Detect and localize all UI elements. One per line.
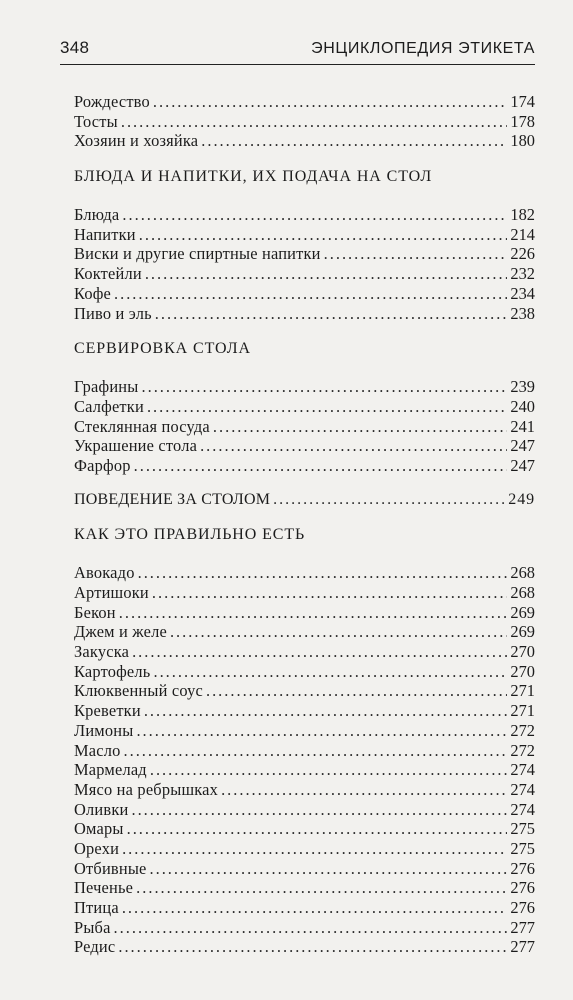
toc-entry-page: 182 bbox=[510, 205, 535, 225]
dot-leader bbox=[201, 131, 507, 151]
toc-entry-page: 239 bbox=[510, 377, 535, 397]
toc-entry bbox=[74, 603, 535, 623]
toc-entry bbox=[74, 701, 535, 721]
toc-entry-page: 247 bbox=[510, 436, 535, 456]
toc-entry-page: 272 bbox=[510, 720, 535, 740]
toc-entry bbox=[74, 760, 535, 780]
toc-entry bbox=[74, 800, 535, 820]
toc-entry-label: Оливки bbox=[74, 799, 129, 819]
section-heading: КАК ЭТО ПРАВИЛЬНО ЕСТЬ bbox=[74, 526, 306, 544]
toc-entry bbox=[74, 225, 535, 245]
dot-leader bbox=[153, 92, 508, 112]
dot-leader bbox=[118, 937, 507, 957]
toc-entry-page: 226 bbox=[510, 244, 535, 264]
toc-entry-label: Птица bbox=[74, 898, 119, 917]
dot-leader bbox=[124, 741, 508, 761]
toc-entry-label: Креветки bbox=[74, 701, 141, 721]
toc-entry bbox=[74, 839, 535, 859]
toc-entry bbox=[74, 264, 535, 284]
toc-entry bbox=[74, 878, 535, 898]
toc-entry bbox=[74, 780, 535, 800]
toc-entry bbox=[74, 456, 535, 476]
toc-entry-page: 272 bbox=[510, 740, 535, 760]
toc-entry-page: 276 bbox=[510, 858, 535, 878]
toc-entry bbox=[74, 205, 535, 225]
dot-leader bbox=[153, 662, 507, 682]
toc-entry-page: 274 bbox=[510, 779, 535, 799]
toc-entry bbox=[74, 819, 535, 839]
toc-entry-page: 234 bbox=[510, 283, 535, 303]
dot-leader bbox=[114, 918, 508, 938]
toc-entry-page: 269 bbox=[510, 622, 535, 642]
toc-entry bbox=[74, 918, 535, 938]
toc-entry-page: 276 bbox=[510, 878, 535, 898]
section-heading: ПОВЕДЕНИЕ ЗА СТОЛОМ bbox=[74, 490, 271, 508]
dot-leader bbox=[114, 284, 507, 304]
toc-entry-page: 275 bbox=[510, 819, 535, 839]
running-title: ЭНЦИКЛОПЕДИЯ ЭТИКЕТА bbox=[311, 40, 535, 57]
toc-entry-label: Коктейли bbox=[74, 264, 142, 284]
toc-entry bbox=[74, 417, 535, 437]
dot-leader bbox=[139, 225, 508, 245]
toc-entry bbox=[74, 583, 535, 603]
dot-leader bbox=[119, 603, 508, 623]
dot-leader bbox=[273, 490, 505, 510]
dot-leader bbox=[136, 721, 507, 741]
toc-entry-page: 271 bbox=[510, 681, 535, 701]
toc-entry-label: Бекон bbox=[74, 602, 116, 622]
toc-entry bbox=[74, 131, 535, 151]
toc-entry bbox=[74, 563, 535, 583]
toc-entry-page: 270 bbox=[510, 642, 535, 662]
toc-entry-page: 268 bbox=[510, 583, 535, 602]
toc-entry-label: Отбивные bbox=[74, 858, 147, 878]
dot-leader bbox=[132, 642, 507, 662]
dot-leader bbox=[152, 583, 508, 603]
toc-entry-label: Напитки bbox=[74, 224, 136, 244]
toc-entry bbox=[74, 642, 535, 662]
toc-entry-label: Печенье bbox=[74, 878, 134, 898]
toc-entry-label: Мясо на ребрышках bbox=[74, 779, 219, 799]
dot-leader bbox=[122, 839, 507, 859]
toc-entry-page: 275 bbox=[510, 838, 535, 858]
toc-entry bbox=[74, 112, 535, 132]
toc-entry-label: Джем и желе bbox=[74, 622, 167, 642]
toc-entry bbox=[74, 662, 535, 682]
toc-entry-page: 268 bbox=[510, 563, 535, 583]
toc-entry bbox=[74, 622, 535, 642]
dot-leader bbox=[170, 622, 507, 642]
toc-entry bbox=[74, 436, 535, 456]
dot-leader bbox=[131, 800, 507, 820]
toc-entry-label: Омары bbox=[74, 819, 124, 839]
toc-entry-label: Салфетки bbox=[74, 396, 144, 416]
toc-entry-label: Масло bbox=[74, 740, 121, 760]
dot-leader bbox=[136, 878, 507, 898]
toc-entry-page: 180 bbox=[510, 131, 535, 151]
dot-leader bbox=[138, 563, 508, 583]
toc-entry-page: 270 bbox=[510, 661, 535, 681]
page-number: 348 bbox=[60, 38, 90, 57]
toc-entry bbox=[74, 92, 535, 112]
toc-entry-page: 271 bbox=[510, 701, 535, 721]
toc-entry bbox=[74, 397, 535, 417]
toc-entry bbox=[74, 377, 535, 397]
dot-leader bbox=[142, 377, 508, 397]
toc-entry-page: 232 bbox=[510, 264, 535, 284]
toc-entry bbox=[74, 859, 535, 879]
toc-entry-label: Мармелад bbox=[74, 760, 147, 780]
toc-entry-label: Орехи bbox=[74, 838, 120, 858]
section-heading-entry bbox=[74, 490, 535, 510]
toc-entry-label: Кофе bbox=[74, 283, 112, 303]
toc-entry bbox=[74, 244, 535, 264]
dot-leader bbox=[221, 780, 507, 800]
table-of-contents bbox=[74, 92, 535, 957]
toc-entry-label: Украшение стола bbox=[74, 436, 198, 456]
dot-leader bbox=[122, 205, 507, 225]
toc-entry bbox=[74, 937, 535, 957]
dot-leader bbox=[155, 304, 508, 324]
dot-leader bbox=[150, 760, 508, 780]
dot-leader bbox=[122, 898, 508, 918]
toc-entry bbox=[74, 741, 535, 761]
toc-entry bbox=[74, 898, 535, 918]
toc-entry-label: Редис bbox=[74, 937, 116, 957]
dot-leader bbox=[213, 417, 508, 437]
toc-entry bbox=[74, 721, 535, 741]
toc-entry-label: Пиво и эль bbox=[74, 303, 152, 323]
toc-entry-label: Закуска bbox=[74, 642, 130, 662]
toc-entry-label: Стеклянная посуда bbox=[74, 416, 210, 436]
toc-entry-label: Рождество bbox=[74, 92, 150, 111]
toc-entry-page: 214 bbox=[510, 224, 535, 244]
toc-entry-label: Лимоны bbox=[74, 720, 134, 740]
toc-entry-page: 274 bbox=[510, 760, 535, 780]
toc-entry-label: Фарфор bbox=[74, 455, 131, 475]
toc-entry-label: Графины bbox=[74, 377, 139, 397]
dot-leader bbox=[134, 456, 508, 476]
toc-entry-page: 277 bbox=[510, 917, 535, 937]
section-heading: СЕРВИРОВКА СТОЛА bbox=[74, 340, 251, 358]
toc-entry-label: Клюквенный соус bbox=[74, 681, 203, 701]
page-header bbox=[60, 38, 535, 65]
toc-entry-label: Виски и другие спиртные напитки bbox=[74, 244, 321, 264]
toc-entry-page: 238 bbox=[510, 303, 535, 323]
toc-entry-page: 249 bbox=[508, 490, 535, 508]
toc-entry-label: Тосты bbox=[74, 111, 118, 131]
toc-entry bbox=[74, 304, 535, 324]
dot-leader bbox=[324, 244, 508, 264]
dot-leader bbox=[145, 264, 508, 284]
section-heading: БЛЮДА И НАПИТКИ, ИХ ПОДАЧА НА СТОЛ bbox=[74, 168, 433, 186]
toc-entry-label: Блюда bbox=[74, 205, 120, 225]
toc-entry-page: 178 bbox=[510, 111, 535, 131]
toc-entry bbox=[74, 284, 535, 304]
toc-entry-page: 240 bbox=[510, 396, 535, 416]
toc-entry-label: Картофель bbox=[74, 661, 151, 681]
dot-leader bbox=[200, 436, 507, 456]
toc-entry-page: 241 bbox=[510, 416, 535, 436]
toc-entry-page: 247 bbox=[510, 455, 535, 475]
toc-entry-label: Хозяин и хозяйка bbox=[74, 131, 199, 151]
toc-entry-page: 277 bbox=[510, 937, 535, 957]
toc-entry-page: 269 bbox=[510, 602, 535, 622]
dot-leader bbox=[144, 701, 508, 721]
toc-entry bbox=[74, 681, 535, 701]
toc-entry-page: 174 bbox=[510, 92, 535, 111]
dot-leader bbox=[127, 819, 508, 839]
dot-leader bbox=[206, 681, 507, 701]
dot-leader bbox=[150, 859, 508, 879]
dot-leader bbox=[121, 112, 508, 132]
toc-entry-label: Артишоки bbox=[74, 583, 149, 602]
toc-entry-page: 276 bbox=[510, 898, 535, 917]
dot-leader bbox=[147, 397, 507, 417]
toc-entry-page: 274 bbox=[510, 799, 535, 819]
toc-entry-label: Авокадо bbox=[74, 563, 135, 583]
toc-entry-label: Рыба bbox=[74, 917, 111, 937]
